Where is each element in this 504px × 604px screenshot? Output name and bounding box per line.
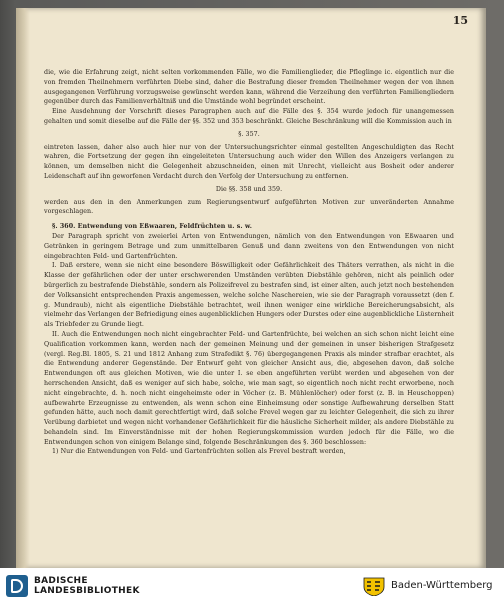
paragraph: eintreten lassen, daher also auch hier nur von der Untersuchungsrichter einmal gestellten Angeschuldigten das Recht wahren, die Fortsetzung der gegen ihn eingeleiteten Untersuchung auch wider den Willen des Anzeigers verlangen zu können, um demselben nicht die Gelegenheit abzuschneiden, einen mit Unrecht, vielleicht aus Bosheit oder anderer Leidenschaft auf ihn geworfenen Verdacht durch den Verfolg der Untersuchung zu entfernen. [44,143,454,180]
library-logo-icon [6,575,28,597]
library-name-line2: LANDESBIBLIOTHEK [34,586,140,596]
paragraph: Eine Ausdehnung der Vorschrift dieses Paragraphen auch auf die Fälle des §. 354 wurde jedoch für unangemessen gehalten und somit dieselbe auf die Fälle der §§. 352 und 353 beschränkt. Gleiche Beschränkung will die Kommission auch in [44,108,454,125]
state-name: Baden-Württemberg [391,580,493,591]
paragraph: II. Auch die Entwendungen noch nicht eingebrachter Feld- und Gartenfrüchte, bei welchen an sich schon nicht leicht eine Qualification vorkommen kann, werden nach der gemeinen Meinung und der gemeinen in unser bisherigen Strafgesetz (vergl. Reg.Bl. 1805, S. 21 und 1812 Anhang zum Strafedikt §. 76) übergegangenen Praxis als minder strafbar erachtet, als die Entwendung anderer Gegenstände. Der Entwurf geht von gleicher Ansicht aus, die, abgesehen davon, daß solche Entwendungen oft aus gleichen Motiven, wie die unter I. se eben angeführten verübt werden und abgesehen von der herrschenden Ansicht, daß es weniger auf sich habe, solche, wie man sagt, so eigentlich noch nicht recht erworbene, noch nicht eingebrachte, d. h. noch nicht eingeheimste oder in Vöcher (z. B. Mühlenlöcher) oder forst (z. B. in Heuschoppen) aufbewahrte Erzeugnisse zu entwenden, als wenn schon eine Einheimsung oder sonstige Aufbewahrung derselben Statt gefunden hätte, auch noch damit gerechtfertigt wird, daß solche Frevel wegen gar zu leichter Gelegenheit, die sich zu ihrer Verübung darbietet und wegen nicht vorhandener Gefährlichkeit für die häusliche Sicherheit milder, als andere Diebstähle zu behandeln sind. Im Einverständnisse mit der hohen Regierungskommission wurden jedoch für die Fälle, wo die Entwendungen schon von einigem Belange sind, folgende Beschränkungen des §. 360 beschlossen: [44,330,454,446]
paragraph: Der Paragraph spricht von zweierlei Arten von Entwendungen, nämlich von den Entwendungen von Eßwaaren und Getränken in geringem Betrage und zum unmittelbaren Genuß und dann zweitens von den Entwendungen von nicht eingebrachten Feld- und Gartenfrüchten. [44,232,454,260]
library-name-line1: BADISCHE [34,576,88,586]
section-heading: Die §§. 358 und 359. [215,185,283,193]
library-name [34,576,140,596]
paragraph: die, wie die Erfahrung zeigt, nicht selten vorkommenden Fälle, wo die Familienglieder, die Pfleglinge ic. eigentlich nur die von fremden Theilnehmern verführten Diebe sind, daher die Bestrafung dieser fremden Theilnehmer wegen der von ihnen ausgegangenen Verführung vorzugsweise gewünscht werden kann, während die Verzeihung den verführten Familiengliedern gegenüber durch das Familienverhältniß und die Umstände wohl begründet erscheint. [44,69,454,106]
section-heading: §. 357. [238,130,260,138]
state-coat-of-arms-icon [362,576,386,596]
paragraph: werden aus den in den Anmerkungen zum Regierungsentwurf aufgeführten Motiven zur unveränderten Annahme vorgeschlagen. [44,198,454,216]
book-page [16,8,486,568]
paragraph: I. Daß erstere, wenn sie nicht eine besondere Böswilligkeit oder Gefährlichkeit des Thäters verrathen, als nicht in die Klasse der gefährlichen oder der unter erschwerenden Umständen verübten Diebstähle gehören, nicht als peinlich oder bürgerlich zu bestrafende Diebstähle, sondern als Polizeifrevel zu bestrafen sind, ist einer alten, auch jetzt noch bestehenden der Volksansicht entsprechenden Praxis angemessen, welche solche Naschereien, wie sie der Paragraph voraussetzt (den f. g. Mundraub), nicht als eigentliche Diebstähle betrachtet, weil ihnen weniger eine wirkliche Bereicherungsabsicht, als vielmehr das Verlangen der Befriedigung eines augenblicklichen Hungers oder Durstes oder eine augenblickliche Lüsternheit als Triebfeder zu Grunde liegt. [44,262,454,329]
section-heading: §. 360. Entwendung von Eßwaaren, Feldfrüchten u. s. w. [52,223,252,231]
paragraph: 1) Nur die Entwendungen von Feld- und Gartenfrüchten sollen als Frevel bestraft werden, [52,448,346,456]
page-number: 15 [452,14,468,27]
footer-bar [0,568,504,604]
page-gutter [16,8,30,568]
page-text [44,68,454,457]
